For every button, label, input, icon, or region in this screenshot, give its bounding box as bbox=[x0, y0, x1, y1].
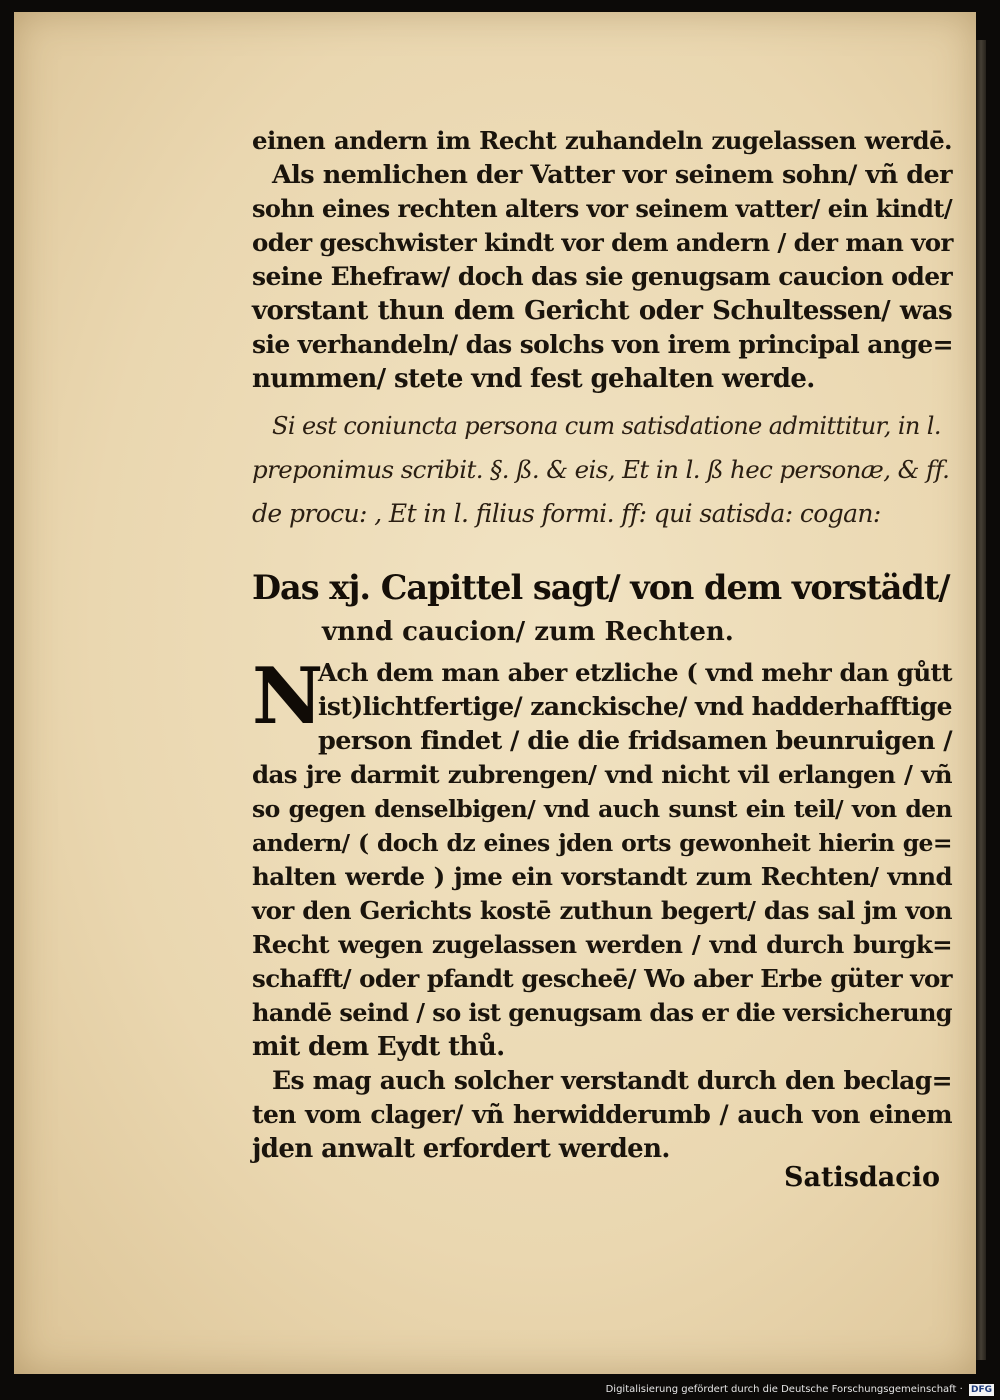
footer-text: Digitalisierung gefördert durch die Deutsche Forschungsgemeinschaft bbox=[605, 1384, 957, 1395]
text-line: Als nemlichen der Vatter vor seinem sohn/ vñ der bbox=[272, 160, 952, 190]
latin-line: preponimus scribit. §. ß. & eis, Et in l. ß hec personæ, & ff. bbox=[252, 455, 950, 484]
text-line: einen andern im Recht zuhandeln zugelassen werdē. bbox=[252, 126, 952, 155]
text-line: Recht wegen zugelassen werden / vnd durch burgk= bbox=[252, 930, 952, 959]
page-edge bbox=[976, 40, 986, 1360]
text-line: ist)lichtfertige/ zanckische/ vnd hadderhafftige bbox=[318, 692, 952, 721]
catchword: Satisdacio bbox=[784, 1162, 941, 1193]
text-line: vorstant thun dem Gericht oder Schultessen/ was bbox=[252, 296, 952, 326]
latin-line: de procu: , Et in l. filius formi. ff: qui satisda: cogan: bbox=[252, 499, 881, 528]
text-line: jden anwalt erfordert werden. bbox=[252, 1134, 670, 1164]
text-line: sie verhandeln/ das solchs von irem principal ange= bbox=[252, 330, 953, 359]
section-paragraph bbox=[252, 651, 952, 1064]
text-line: das jre darmit zubrengen/ vnd nicht vil erlangen / vñ bbox=[252, 760, 952, 789]
text-line: mit dem Eydt thů. bbox=[252, 1032, 505, 1062]
text-line: ten vom clager/ vñ herwidderumb / auch von einem bbox=[252, 1100, 952, 1129]
latin-line: Si est coniuncta persona cum satisdatione admittitur, in l. bbox=[272, 412, 941, 440]
closing-paragraph bbox=[252, 1064, 952, 1166]
chapter-heading: Das xj. Capittel sagt/ von dem vorstädt/ bbox=[252, 568, 950, 607]
text-line: nummen/ stete vnd fest gehalten werde. bbox=[252, 364, 815, 394]
text-line: oder geschwister kindt vor dem andern / der man vor bbox=[252, 228, 953, 257]
scanned-page bbox=[14, 12, 976, 1374]
latin-citation bbox=[252, 404, 952, 536]
text-line: halten werde ) jme ein vorstandt zum Rechten/ vnnd bbox=[252, 862, 952, 891]
drop-cap: N bbox=[252, 651, 324, 742]
text-line: vor den Gerichts kostē zuthun begert/ das sal jm von bbox=[252, 896, 952, 925]
text-line: Es mag auch solcher verstandt durch den beclag= bbox=[272, 1066, 952, 1095]
text-line: Ach dem man aber etzliche ( vnd mehr dan gůtt bbox=[318, 658, 952, 687]
text-line: handē seind / so ist genugsam das er die versicherung bbox=[252, 998, 952, 1027]
text-line: schafft/ oder pfandt gescheē/ Wo aber Erbe güter vor bbox=[252, 964, 952, 993]
text-line: andern/ ( doch dz eines jden orts gewonheit hierin ge= bbox=[252, 829, 952, 857]
text-line: seine Ehefraw/ doch das sie genugsam caucion oder bbox=[252, 262, 953, 291]
text-block bbox=[252, 124, 952, 1166]
dfg-logo-icon: DFG bbox=[970, 1385, 992, 1395]
text-line: sohn eines rechten alters vor seinem vatter/ ein kindt/ bbox=[252, 194, 952, 223]
footer-credit: Digitalisierung gefördert durch die Deutsche Forschungsgemeinschaft · DFG bbox=[605, 1384, 992, 1395]
paragraph-1 bbox=[252, 124, 952, 396]
text-line: so gegen denselbigen/ vnd auch sunst ein teil/ von den bbox=[252, 795, 952, 823]
chapter-subheading: vnnd caucion/ zum Rechten. bbox=[322, 617, 734, 647]
text-line: person findet / die die fridsamen beunruigen / bbox=[318, 726, 952, 756]
